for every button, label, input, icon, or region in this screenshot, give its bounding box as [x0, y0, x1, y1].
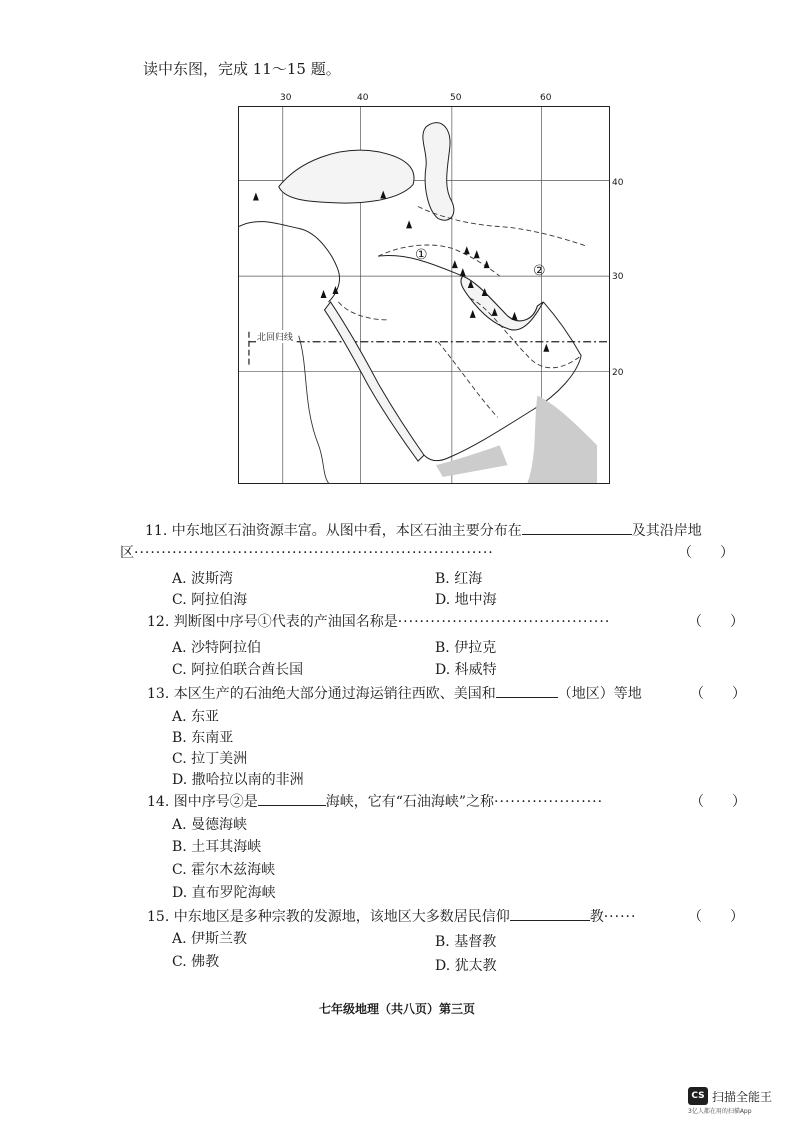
- q14-option-b[interactable]: B. 土耳其海峡: [172, 839, 262, 855]
- q11-blank[interactable]: [522, 522, 632, 535]
- q12-dots: ·······································: [397, 614, 611, 630]
- q13-option-b[interactable]: B. 东南亚: [172, 730, 234, 746]
- q11-dots: ··································································: [134, 545, 494, 561]
- q11-stem: [145, 520, 702, 540]
- q11-text-b: 及其沿岸地: [631, 523, 702, 539]
- q11-text-a: 11. 中东地区石油资源丰富。从图中看，本区石油主要分布在: [145, 523, 522, 539]
- q14-text-b: 海峡，它有“石油海峡”之称: [325, 794, 495, 810]
- q12-option-b[interactable]: B. 伊拉克: [435, 640, 497, 656]
- q15-option-b[interactable]: B. 基督教: [435, 934, 497, 950]
- q15-text-a: 15. 中东地区是多种宗教的发源地，该地区大多数居民信仰: [147, 909, 510, 925]
- q12-stem: [147, 611, 610, 631]
- red-sea-shape: [325, 302, 424, 461]
- mediterranean-coast: [239, 222, 340, 302]
- q15-option-c[interactable]: C. 佛教: [172, 954, 220, 970]
- q12-option-d[interactable]: D. 科威特: [435, 662, 497, 678]
- scanner-slogan: 3亿人都在用的扫描App: [688, 1108, 752, 1115]
- q13-stem: [147, 683, 642, 703]
- q12-option-a[interactable]: A. 沙特阿拉伯: [172, 640, 262, 656]
- q15-text-b: 教: [589, 909, 604, 925]
- q13-answer-paren[interactable]: （ ）: [690, 686, 746, 702]
- q14-blank[interactable]: [258, 793, 326, 806]
- map-marker-1: ①: [415, 247, 428, 263]
- q12-answer-paren[interactable]: （ ）: [688, 614, 744, 630]
- lat-label-20: 20: [612, 368, 624, 378]
- q14-option-d[interactable]: D. 直布罗陀海峡: [172, 885, 276, 901]
- scanner-app-name: 扫描全能王: [712, 1090, 773, 1104]
- q14-option-c[interactable]: C. 霍尔木兹海峡: [172, 862, 276, 878]
- q14-answer-paren[interactable]: （ ）: [690, 794, 746, 810]
- q11-option-a[interactable]: A. 波斯湾: [172, 571, 234, 587]
- q13-text-b: （地区）等地: [557, 686, 642, 702]
- scanner-watermark: [688, 1087, 788, 1117]
- q15-option-d[interactable]: D. 犹太教: [435, 958, 497, 974]
- q15-answer-paren[interactable]: （ ）: [688, 909, 744, 925]
- q13-option-d[interactable]: D. 撒哈拉以南的非洲: [172, 772, 304, 788]
- terrain-shading: [436, 395, 597, 483]
- q11-answer-paren[interactable]: （ ）: [678, 545, 734, 561]
- q11-option-b[interactable]: B. 红海: [435, 571, 483, 587]
- q12-option-c[interactable]: C. 阿拉伯联合酋长国: [172, 662, 304, 678]
- lat-label-40: 40: [612, 178, 624, 188]
- q13-blank[interactable]: [496, 685, 558, 698]
- lat-label-30: 30: [612, 272, 624, 282]
- q13-option-a[interactable]: A. 东亚: [172, 709, 220, 725]
- intro-text: 读中东图，完成 11～15 题。: [143, 60, 341, 78]
- map-marker-2: ②: [533, 263, 546, 279]
- q14-text-a: 14. 图中序号②是: [147, 794, 258, 810]
- q12-text: 12. 判断图中序号①代表的产油国名称是: [147, 614, 398, 630]
- caspian-sea-shape: [423, 123, 454, 221]
- q13-text-a: 13. 本区生产的石油绝大部分通过海运销往西欧、美国和: [147, 686, 496, 702]
- middle-east-map: [238, 106, 610, 484]
- q15-blank[interactable]: [510, 908, 590, 921]
- lon-label-50: 50: [450, 93, 462, 103]
- q14-option-a[interactable]: A. 曼德海峡: [172, 817, 248, 833]
- q11-option-d[interactable]: D. 地中海: [435, 592, 497, 608]
- q15-stem: [147, 906, 636, 926]
- lon-label-60: 60: [540, 93, 552, 103]
- q15-dots: ······: [603, 909, 637, 925]
- q11-stem-cont: [120, 542, 494, 562]
- tropic-of-cancer-label: 北回归线: [256, 330, 294, 343]
- q11-option-c[interactable]: C. 阿拉伯海: [172, 592, 248, 608]
- camscanner-logo-icon: CS: [688, 1087, 708, 1105]
- black-sea-shape: [279, 150, 414, 203]
- q14-stem: [147, 791, 603, 811]
- persian-gulf-shape: [461, 276, 543, 330]
- q13-option-c[interactable]: C. 拉丁美洲: [172, 751, 248, 767]
- lon-label-30: 30: [280, 93, 292, 103]
- q14-dots: ····················: [494, 794, 604, 810]
- nile-river: [299, 336, 329, 483]
- map-svg: [239, 107, 609, 483]
- lon-label-40: 40: [357, 93, 369, 103]
- q11-text-c: 区: [120, 545, 134, 561]
- page-footer: 七年级地理（共八页）第三页: [318, 1002, 475, 1016]
- q15-option-a[interactable]: A. 伊斯兰教: [172, 931, 248, 947]
